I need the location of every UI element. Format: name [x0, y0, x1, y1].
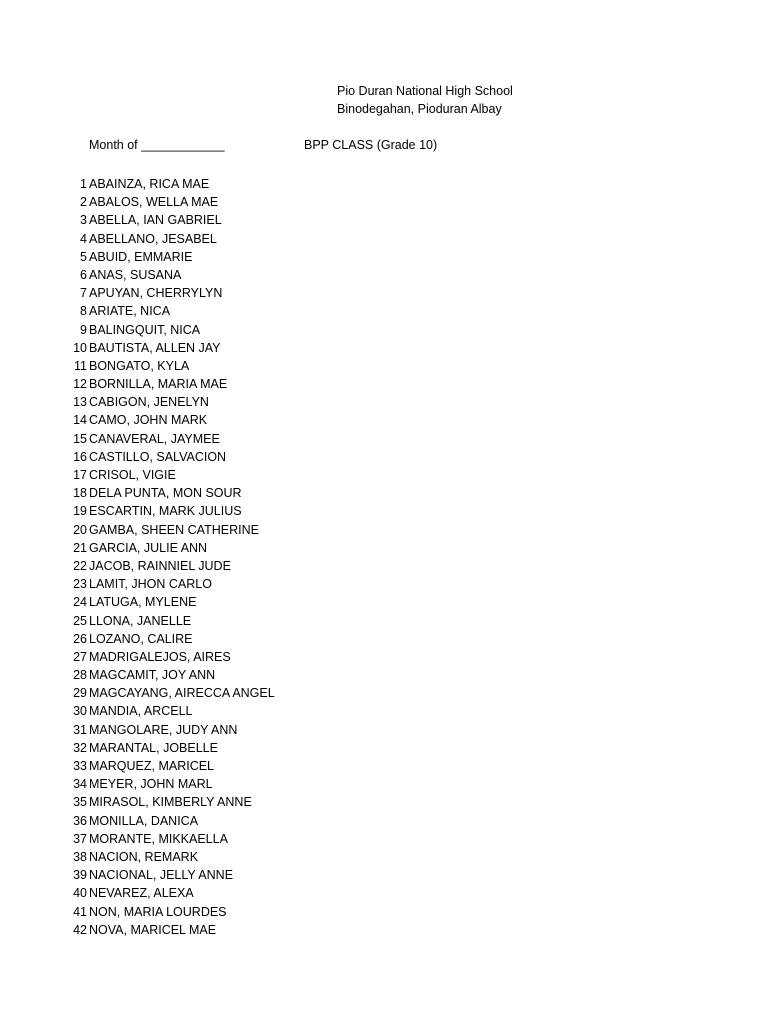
- student-number: 42: [73, 922, 87, 937]
- school-name: Pio Duran National High School: [337, 84, 513, 98]
- student-name: NEVAREZ, ALEXA: [89, 886, 194, 901]
- student-number: 23: [73, 577, 87, 592]
- student-number: 38: [73, 849, 87, 864]
- student-name: CASTILLO, SALVACION: [89, 449, 227, 464]
- student-name: NON, MARIA LOURDES: [89, 904, 227, 919]
- student-name: BONGATO, KYLA: [89, 358, 190, 373]
- student-number: 32: [73, 740, 87, 755]
- student-number: 15: [73, 431, 87, 446]
- student-name: ARIATE, NICA: [89, 304, 171, 319]
- student-name: CANAVERAL, JAYMEE: [89, 431, 220, 446]
- student-number: 18: [73, 486, 87, 501]
- student-name: NOVA, MARICEL MAE: [89, 922, 217, 937]
- student-number: 26: [73, 631, 87, 646]
- student-name: LOZANO, CALIRE: [89, 631, 193, 646]
- student-name: BALINGQUIT, NICA: [89, 322, 201, 337]
- student-name: LLONA, JANELLE: [89, 613, 192, 628]
- student-number: 17: [73, 468, 87, 482]
- student-number: 6: [80, 267, 87, 282]
- student-name: BORNILLA, MARIA MAE: [89, 377, 228, 392]
- student-name: MAGCAMIT, JOY ANN: [89, 668, 216, 683]
- student-number: 13: [73, 395, 87, 410]
- student-number: 3: [80, 213, 87, 228]
- student-number: 31: [73, 722, 87, 737]
- student-name: NACIONAL, JELLY ANNE: [89, 868, 234, 883]
- student-number: 35: [73, 795, 87, 810]
- student-name: ABAINZA, RICA MAE: [89, 177, 210, 191]
- student-number: 29: [73, 686, 87, 701]
- student-number: 2: [80, 195, 87, 210]
- student-number: 22: [73, 558, 87, 573]
- month-label: Month of ____________: [89, 138, 225, 152]
- student-name: ABALOS, WELLA MAE: [89, 195, 219, 210]
- student-number: 27: [73, 649, 87, 664]
- student-number: 24: [73, 595, 87, 610]
- student-number: 39: [73, 868, 87, 883]
- student-name: ABELLANO, JESABEL: [89, 231, 217, 246]
- student-name: NACION, REMARK: [89, 849, 199, 864]
- student-name: ANAS, SUSANA: [89, 267, 182, 282]
- student-name: GARCIA, JULIE ANN: [89, 540, 208, 555]
- student-name: GAMBA, SHEEN CATHERINE: [89, 522, 259, 537]
- student-number: 9: [80, 322, 87, 337]
- student-number: 40: [73, 886, 87, 901]
- student-name: MANGOLARE, JUDY ANN: [89, 722, 238, 737]
- student-number: 21: [73, 540, 87, 555]
- student-name: JACOB, RAINNIEL JUDE: [89, 558, 231, 573]
- student-number: 28: [73, 668, 87, 683]
- student-name: CAMO, JOHN MARK: [89, 413, 208, 428]
- student-name: CRISOL, VIGIE: [89, 468, 176, 482]
- student-number: 4: [80, 231, 87, 246]
- student-name: CABIGON, JENELYN: [89, 395, 209, 410]
- student-name: MANDIA, ARCELL: [89, 704, 193, 719]
- student-number: 8: [80, 304, 87, 319]
- student-number: 41: [73, 904, 87, 919]
- student-number: 7: [80, 286, 87, 301]
- student-number: 20: [73, 522, 87, 537]
- student-name: MAGCAYANG, AIRECCA ANGEL: [89, 686, 275, 701]
- student-number: 36: [73, 813, 87, 828]
- student-name: MONILLA, DANICA: [89, 813, 199, 828]
- student-name: MARQUEZ, MARICEL: [89, 759, 215, 773]
- student-name: MEYER, JOHN MARL: [89, 777, 213, 792]
- student-number: 14: [73, 413, 87, 428]
- student-number: 34: [73, 777, 87, 792]
- student-number: 30: [73, 704, 87, 719]
- student-number: 37: [73, 831, 87, 846]
- student-name: LATUGA, MYLENE: [89, 595, 197, 610]
- student-number: 16: [73, 449, 87, 464]
- student-name: LAMIT, JHON CARLO: [89, 577, 212, 592]
- student-name: MADRIGALEJOS, AIRES: [89, 649, 231, 664]
- student-number: 33: [73, 759, 87, 773]
- student-name: MORANTE, MIKKAELLA: [89, 831, 228, 846]
- student-number: 19: [73, 504, 87, 519]
- school-address: Binodegahan, Pioduran Albay: [337, 102, 502, 116]
- student-name: APUYAN, CHERRYLYN: [89, 286, 223, 301]
- student-name: MARANTAL, JOBELLE: [89, 740, 218, 755]
- student-name: ESCARTIN, MARK JULIUS: [89, 504, 242, 519]
- student-name: ABUID, EMMARIE: [89, 249, 193, 264]
- student-name: DELA PUNTA, MON SOUR: [89, 486, 242, 501]
- student-name: BAUTISTA, ALLEN JAY: [89, 340, 221, 355]
- student-name: MIRASOL, KIMBERLY ANNE: [89, 795, 252, 810]
- student-number: 1: [80, 177, 87, 191]
- student-number: 10: [73, 340, 87, 355]
- student-number: 25: [73, 613, 87, 628]
- student-number: 5: [80, 249, 87, 264]
- class-label: BPP CLASS (Grade 10): [304, 138, 438, 152]
- student-number: 12: [73, 377, 87, 392]
- student-number: 11: [74, 358, 87, 373]
- student-name: ABELLA, IAN GABRIEL: [89, 213, 222, 228]
